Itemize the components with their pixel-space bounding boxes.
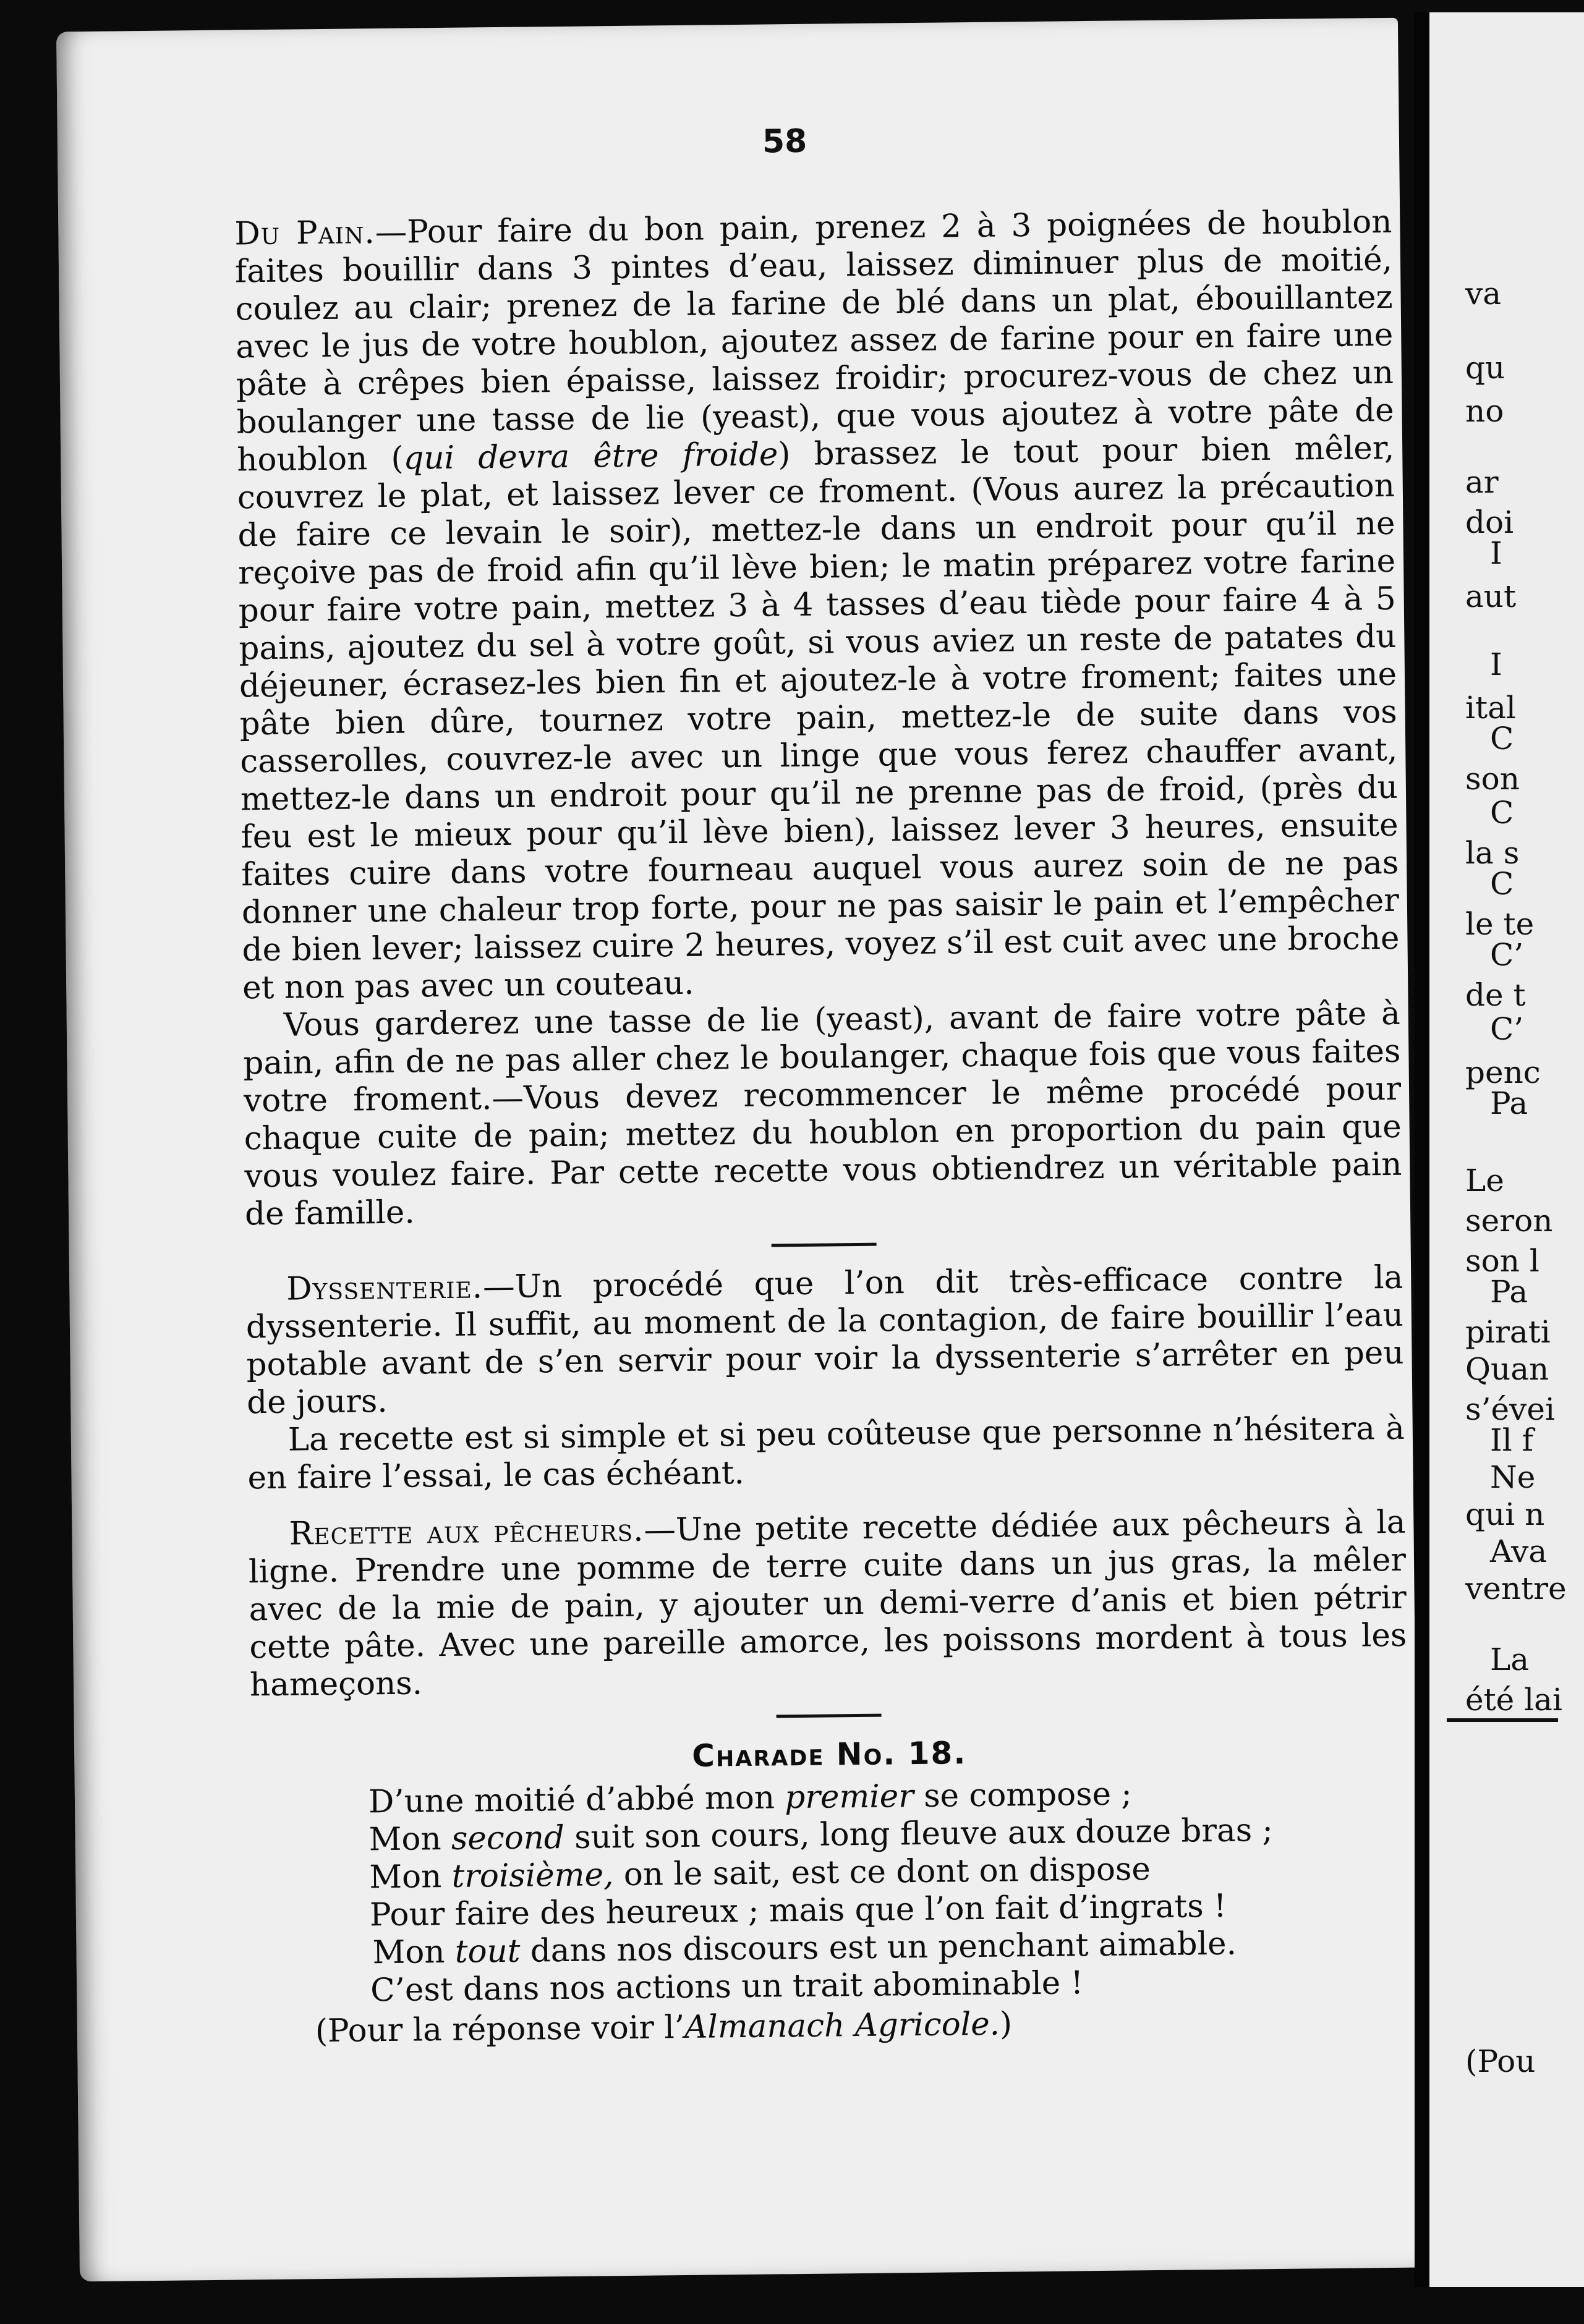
pecheurs-heading: Recette aux pêcheurs. xyxy=(289,1511,644,1553)
reply-note-b: ) xyxy=(999,2005,1013,2043)
dyssenterie-text: —Un procédé que l’on dit très-efficace contre la dyssenterie. Il suffit, au moment de la contagion, de faire bouillir l’eau potable avant de s’en servir pour voir la dyssenterie s’arrêter en peu de jours. xyxy=(245,1258,1404,1422)
pain-paragraph-1 xyxy=(234,203,1400,1007)
neighbor-fragment: qui n xyxy=(1465,1496,1545,1532)
charade-title: Charade No. 18. xyxy=(691,1735,967,1774)
pain-text-a: —Pour faire du bon pain, prenez 2 à 3 poignées de houblon faites bouillir dans 3 pintes d’eau, laissez diminuer plus de moitié, coulez au clair; prenez de la farine de blé dans un plat, ébouillantez avec le jus de votre houblon, ajoutez assez de farine pour en faire une pâte à crêpes bien épaisse, laissez froidir; procurez-vous de chez un boulanger une tasse de lie (yeast), que vous ajoutez à votre pâte de houblon ( xyxy=(234,203,1394,479)
section-divider xyxy=(777,1714,882,1718)
pecheurs-paragraph xyxy=(248,1504,1407,1705)
neighbor-fragment: pirati xyxy=(1465,1314,1551,1350)
pain-text-b: ) brassez le tout pour bien mêler, couvrez le plat, et laissez lever ce froment. (Vous aurez la précaution de faire ce levain le soir), mettez-le dans un endroit pour qu’il ne reçoive pas de froid afin qu’il lève bien; le matin préparez votre farine pour faire votre pain, mettez 3 à 4 tasses d’eau tiède pour faire 4 à 5 pains, ajoutez du sel à votre goût, si vous aviez un reste de patates du déjeuner, écrasez-les bien fin et ajoutez-le à votre froment; faites une pâte bien dûre, tournez votre pain, mettez-le de suite dans vos casserolles, couvrez-le avec un linge que vous ferez chauffer avant, mettez-le dans un endroit pour qu’il ne prenne pas de froid, (près du feu est le mieux pour qu’il lève bien), laissez lever 3 heures, ensuite faites cuire dans votre fourneau auquel vous aurez soin de ne pas donner une chaleur trop forte, pour ne pas saisir le pain et l’empêcher de bien lever; laissez cuire 2 heures, voyez s’il est cuit avec une broche et non pas avec un couteau. xyxy=(237,429,1400,1007)
reply-note-a: (Pour la réponse voir l’ xyxy=(315,2008,685,2050)
neighbor-fragment: Pa xyxy=(1490,1085,1528,1121)
neighbor-fragment: La xyxy=(1490,1642,1530,1677)
poem-line-3-b: on le sait, est ce dont on dispose xyxy=(613,1851,1151,1894)
neighbor-fragment: ital xyxy=(1465,690,1516,726)
neighbor-fragment: Il f xyxy=(1490,1422,1534,1458)
poem-line-2-italic: second xyxy=(451,1819,565,1857)
neighbor-fragment: doi xyxy=(1465,504,1514,540)
neighbor-fragment: Ava xyxy=(1490,1533,1548,1569)
neighbor-fragment: seron xyxy=(1465,1203,1553,1239)
charade-poem xyxy=(368,1773,1411,2010)
neighbor-fragment: Pa xyxy=(1490,1274,1528,1310)
neighbor-fragment: son xyxy=(1465,761,1520,797)
neighbor-fragment: C xyxy=(1490,721,1514,757)
poem-line-5-a: Mon xyxy=(372,1933,456,1972)
neighbor-fragment: Quan xyxy=(1465,1351,1549,1387)
neighbor-fragment: C xyxy=(1490,795,1514,831)
neighbor-fragment: I xyxy=(1490,647,1502,682)
poem-line-4: Pour faire des heureux ; mais que l’on fait d’ingrats ! xyxy=(369,1887,1227,1934)
charade-reply-note xyxy=(315,2001,1412,2051)
poem-line-3-a: Mon xyxy=(368,1857,452,1896)
poem-line-5-b: dans nos discours est un penchant aimable. xyxy=(520,1925,1237,1970)
book-binding-gutter xyxy=(1415,12,1429,2287)
poem-line-6: C’est dans nos actions un trait abominable ! xyxy=(370,1964,1084,2009)
neighbor-fragment: Ne xyxy=(1490,1459,1536,1495)
reply-note-italic: Almanach Agricole. xyxy=(684,2005,1000,2046)
pain-heading: Du Pain. xyxy=(234,214,376,253)
neighbor-fragment: qu xyxy=(1465,350,1505,386)
neighbor-fragment: (Pou xyxy=(1465,2043,1536,2079)
page-number: 58 xyxy=(762,122,807,161)
neighbor-fragment: no xyxy=(1465,393,1504,429)
section-divider xyxy=(772,1243,877,1247)
neighbor-fragment: Le xyxy=(1465,1163,1504,1198)
dyssenterie-heading: Dyssenterie. xyxy=(286,1268,483,1308)
neighbor-fragment: la s xyxy=(1465,835,1520,871)
neighbor-divider xyxy=(1447,1718,1558,1722)
neighbor-fragment: penc xyxy=(1465,1054,1541,1090)
poem-line-1-a: D’une moitié d’abbé mon xyxy=(368,1779,785,1821)
neighbor-fragment: I xyxy=(1490,535,1502,571)
neighbor-fragment: C xyxy=(1490,866,1514,902)
dyssenterie-paragraph-2: La recette est si simple et si peu coûteuse que personne n’hésitera à en faire l’essai, le cas échéant. xyxy=(247,1409,1405,1497)
poem-line-2-b: suit son cours, long fleuve aux douze bras ; xyxy=(564,1812,1274,1857)
neighbor-fragment: ventre xyxy=(1465,1571,1567,1606)
pain-paragraph-2: Vous garderez une tasse de lie (yeast), avant de faire votre pâte à pain, afin de ne pas aller chez le boulanger, chaque fois que vous faites votre froment.—Vous devez recommencer le même procédé pour chaque cuite de pain; mettez du houblon en proportion du pain que vous voulez faire. Par cette recette vous obtiendrez un véritable pain de famille. xyxy=(243,994,1402,1233)
poem-line-2-a: Mon xyxy=(368,1820,452,1859)
poem-line-3-italic: troisième, xyxy=(451,1856,614,1895)
neighbor-fragment: de t xyxy=(1465,977,1526,1013)
neighbor-fragment: C’ xyxy=(1490,1011,1524,1047)
poem-line-1-b: se compose ; xyxy=(913,1775,1133,1815)
neighbor-fragment: s’évei xyxy=(1465,1391,1555,1427)
neighbor-fragment: va xyxy=(1465,276,1502,312)
dyssenterie-paragraph-1 xyxy=(245,1259,1404,1422)
neighbor-fragment: aut xyxy=(1465,579,1517,614)
pecheurs-text: —Une petite recette dédiée aux pêcheurs à la ligne. Prendre une pomme de terre cuite dans un jus gras, la mêler avec de la mie de pain, y ajouter un demi-verre d’anis et bien pétrir cette pâte. Avec une pareille amorce, les poissons mordent à tous les hameçons. xyxy=(248,1503,1407,1704)
neighbor-fragment: été lai xyxy=(1465,1682,1562,1718)
neighbor-page xyxy=(1429,12,1584,2287)
neighbor-fragment: ar xyxy=(1465,464,1499,500)
pain-text-italic: qui devra être froide xyxy=(403,436,778,477)
page-58 xyxy=(56,18,1421,2282)
neighbor-fragment: son l xyxy=(1465,1243,1539,1279)
poem-line-1-italic: premier xyxy=(785,1778,914,1817)
neighbor-fragment: C’ xyxy=(1490,937,1524,973)
poem-line-5-italic: tout xyxy=(454,1932,521,1970)
page-text xyxy=(234,203,1411,2051)
neighbor-fragment: le te xyxy=(1465,906,1535,942)
